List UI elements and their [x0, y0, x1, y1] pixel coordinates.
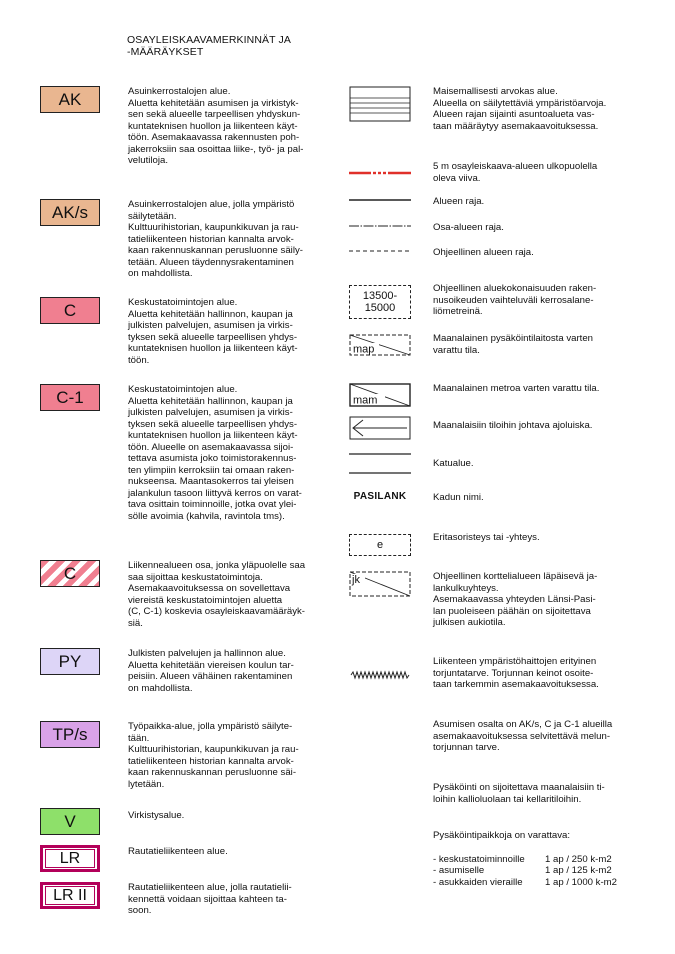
symbol-pedestrian-link — [349, 571, 411, 597]
symbol-floor-area-range — [349, 285, 411, 319]
desc-underground-metro: Maanalainen metroa varten varattu tila. — [433, 383, 600, 394]
desc-tp-s: Työpaikka-alue, jolla ympäristö säilyte- tään. Kulttuurihistorian, kaupunkikuvan ja rau- tatieliikenteen historian kannalta arvok- kaan rakennuskannan perusluonne säi- lytetään. — [128, 721, 299, 790]
badge-tp-s: TP/s — [40, 721, 100, 748]
symbol-landscape-area — [349, 86, 411, 126]
badge-py: PY — [40, 648, 100, 675]
parking-value: 1 ap / 250 k-m2 — [545, 853, 612, 865]
symbol-area-boundary — [349, 196, 411, 204]
desc-street-name: Kadun nimi. — [433, 492, 484, 503]
badge-c-hatched-label: C — [63, 563, 77, 583]
badge-c-hatched — [40, 560, 100, 587]
pedestrian-link-label: jk — [352, 574, 360, 586]
desc-red-line: 5 m osayleiskaava-alueen ulkopuolella oleva viiva. — [433, 161, 598, 184]
desc-lr: Rautatieliikenteen alue. — [128, 846, 228, 857]
parking-value: 1 ap / 125 k-m2 — [545, 865, 612, 876]
desc-py: Julkisten palvelujen ja hallinnon alue. Aluetta kehitetään viereisen koulun tar- peisiin. Alueen vähäinen rakentaminen on mahdollista. — [128, 648, 294, 694]
desc-street-area: Katualue. — [433, 458, 474, 469]
desc-indicative-boundary: Ohjeellinen alueen raja. — [433, 247, 534, 258]
parking-label: - asukkaiden vieraille — [433, 876, 523, 888]
symbol-ramp — [349, 416, 411, 440]
symbol-noise-abatement — [349, 670, 411, 680]
desc-lr-ii: Rautatieliikenteen alue, jolla rautatielii- kennettä voidaan sijoittaa kahteen ta- soon. — [128, 882, 292, 916]
badge-lr-label: LR — [45, 849, 95, 868]
desc-underground-parking: Maanalainen pysäköintilaitosta varten varattu tila. — [433, 333, 593, 356]
desc-c-1: Keskustatoimintojen alue. Aluetta kehitetään hallinnon, kaupan ja julkisten palvelujen, asumisen ja virkis- tyksen sekä alueelle tarpeellisen yhdys- kuntateknisen huollon ja liikenteen käyt- töön. Alueelle on asemakaavassa sijoi- tettava asumista joko toimistorakennus- ten ylimpiin kerroksiin tai omaan raken- nukseensa. Maantasokerros tai yleisen jalankulun tasoon liittyvä kerros on varat- tava osittain toiminnoille, jotka ovat ylei- sölle avoimia (kahvila, ravintola tms). — [128, 384, 302, 522]
floor-area-range-label: 13500- 15000 — [362, 290, 398, 314]
desc-ak-s: Asuinkerrostalojen alue, jolla ympäristö säilytetään. Kulttuurihistorian, kaupunkikuvan ja rau- tatieliikenteen historian kannalta arvok- kaan rakennuskannan perusluonne säily- tetään. Alueen täydennysrakentaminen on mahdollista. — [128, 199, 303, 279]
note-parking-heading: Pysäköintipaikkoja on varattava: — [433, 830, 571, 841]
desc-noise-abatement: Liikenteen ympäristöhaittojen erityinen torjuntatarve. Torjunnan keinot osoite- taan tarkemmin asemakaavoituksessa. — [433, 656, 599, 690]
badge-ak: AK — [40, 86, 100, 113]
desc-ak: Asuinkerrostalojen alue. Aluetta kehitetään asumisen ja virkistyk- sen sekä alueelle tarpeellisen yhdyskun- kuntateknisen huollon ja liikenteen käyt- töön. Asemakaavassa rakennusten poh- jakerroksiin saa osoittaa liike-, työ- ja pal- velutiloja. — [128, 86, 304, 166]
desc-v: Virkistysalue. — [128, 810, 185, 821]
desc-landscape-area: Maisemallisesti arvokas alue. Alueella on säilytettäviä ympäristöarvoja. Alueen rajan sijainti asuntoalueta vas- taan määräytyy asemakaavoituksessa. — [433, 86, 607, 132]
desc-c: Keskustatoimintojen alue. Aluetta kehitetään hallinnon, kaupan ja julkisten palvelujen, asumisen ja virkis- tyksen sekä alueelle tarpeellisen yhdys- kuntateknisen huollon ja liikenteen käyt- töön. — [128, 297, 298, 366]
badge-c: C — [40, 297, 100, 324]
desc-c-hatched: Liikennealueen osa, jonka yläpuolelle saa saa sijoittaa keskustatoimintoja. Asemakaavoituksessa on sovellettava viereistä keskustatoimintojen aluetta (C, C-1) koskevia osayleiskaavamääräyk- siä. — [128, 560, 306, 629]
desc-pedestrian-link: Ohjeellinen korttelialueen läpäisevä ja- lankulkuyhteys. Asemakaavassa yhteyden Länsi-Pasi- lan puoleiseen päähän on sijoitettava julkisen aukiotila. — [433, 571, 598, 628]
badge-lr — [40, 845, 100, 872]
note-parking-location: Pysäköinti on sijoitettava maanalaisiin ti- loihin kallioluolaan tai kellaritiloihin. — [433, 782, 605, 805]
parking-label: - keskustatoiminnoille — [433, 853, 525, 865]
symbol-underground-metro — [349, 383, 411, 407]
desc-ramp: Maanalaisiin tiloihin johtava ajoluiska. — [433, 420, 593, 431]
symbol-interchange — [349, 534, 411, 556]
badge-lr-ii — [40, 882, 100, 909]
badge-c-1: C-1 — [40, 384, 100, 411]
symbol-street-area — [349, 452, 411, 476]
badge-lr-ii-label: LR II — [45, 886, 95, 905]
symbol-subarea-boundary — [349, 222, 411, 230]
interchange-label: e — [376, 539, 384, 551]
parking-row-visitors — [433, 865, 617, 888]
parking-value: 1 ap / 1000 k-m2 — [545, 876, 617, 888]
street-name-example: PASILANK — [353, 491, 407, 502]
symbol-indicative-boundary — [349, 247, 411, 255]
desc-subarea-boundary: Osa-alueen raja. — [433, 222, 504, 233]
desc-floor-area-range: Ohjeellinen aluekokonaisuuden raken- nusoikeuden vaihteluväli kerrosalane- liömetreinä. — [433, 283, 597, 317]
symbol-underground-parking — [349, 334, 411, 356]
note-noise-survey: Asumisen osalta on AK/s, C ja C-1 alueilla asemakaavoituksessa selvitettävä melun- torjunnan tarve. — [433, 719, 613, 753]
underground-metro-label: mam — [353, 394, 378, 407]
desc-area-boundary: Alueen raja. — [433, 196, 485, 207]
badge-v: V — [40, 808, 100, 835]
parking-label: - asumiselle — [433, 865, 485, 876]
page-title: OSAYLEISKAAVAMERKINNÄT JA -MÄÄRÄYKSET — [127, 34, 291, 58]
underground-parking-label: map — [353, 343, 375, 356]
symbol-red-line — [349, 168, 411, 178]
badge-ak-s: AK/s — [40, 199, 100, 226]
desc-interchange: Eritasoristeys tai -yhteys. — [433, 532, 540, 543]
